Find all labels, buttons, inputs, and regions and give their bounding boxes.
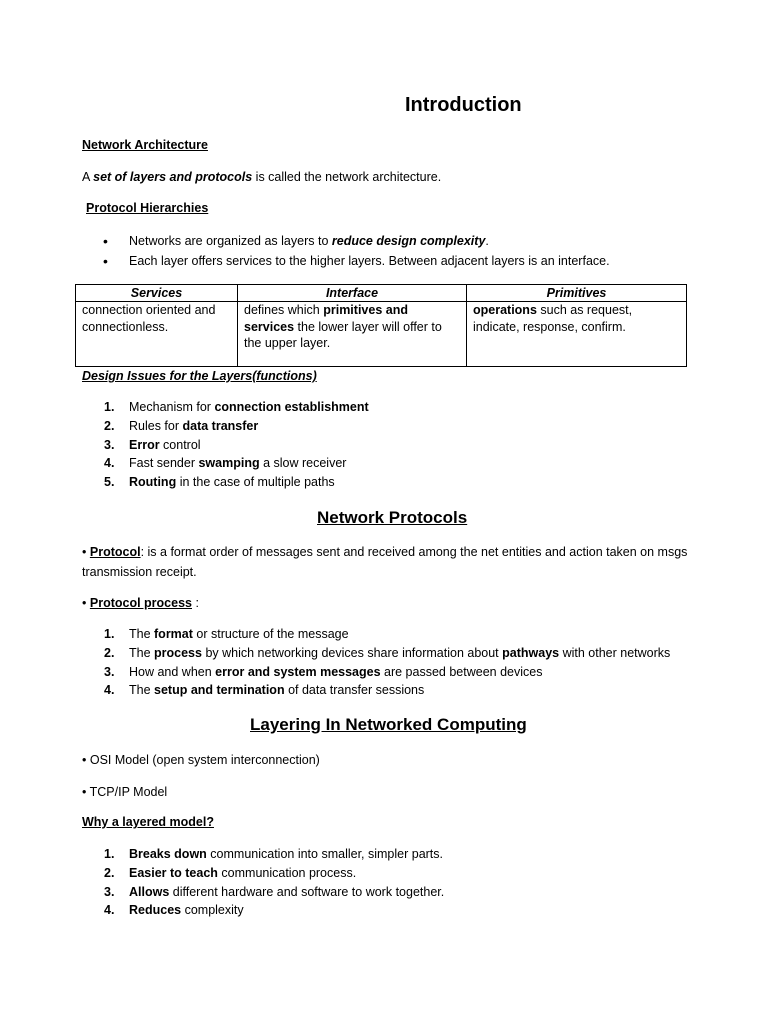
protocol-process-label — [82, 596, 199, 610]
list-item — [103, 251, 610, 271]
list-number: 4. — [104, 683, 115, 698]
table-row — [76, 302, 687, 367]
layering-heading: Layering In Networked Computing — [250, 715, 527, 734]
table-cell-services: connection oriented and connectionless. — [76, 302, 238, 367]
bold-text: data transfer — [182, 418, 259, 433]
list-number: 3. — [104, 884, 115, 899]
emphasis-text: set of layers and protocols — [93, 170, 253, 184]
network-architecture-definition — [82, 170, 441, 184]
list-item — [104, 625, 670, 644]
table-header-row — [76, 285, 687, 302]
bold-text: operations — [473, 303, 537, 317]
text-fragment: is called the network architecture. — [252, 170, 442, 184]
text-fragment: Rules for — [129, 418, 183, 433]
list-number: 4. — [104, 456, 115, 471]
protocol-hierarchies-heading: Protocol Hierarchies — [86, 201, 209, 215]
table-header: Interface — [238, 285, 467, 302]
network-architecture-heading: Network Architecture — [82, 138, 208, 152]
table-header: Services — [76, 285, 238, 302]
osi-model-item: • OSI Model (open system interconnection) — [82, 753, 320, 767]
text-fragment: Fast sender — [129, 456, 199, 471]
text-fragment: : is a format order of messages sent and received among the net entities and action taken on msgs — [140, 545, 688, 559]
text-fragment: a slow receiver — [259, 456, 347, 471]
design-issues-heading: Design Issues for the Layers(functions) — [82, 369, 317, 383]
design-issues-list — [104, 398, 369, 492]
text-fragment: different hardware and software to work together. — [169, 884, 445, 899]
bold-text: swamping — [198, 456, 260, 471]
why-layered-heading: Why a layered model? — [82, 815, 214, 829]
list-item — [104, 473, 369, 492]
protocol-term: Protocol — [89, 545, 141, 559]
text-fragment: are passed between devices — [380, 664, 543, 679]
text-fragment: Mechanism for — [129, 400, 215, 414]
text-fragment: The — [129, 645, 155, 660]
list-number: 3. — [104, 437, 115, 452]
text-fragment: in the case of multiple paths — [176, 475, 335, 490]
bold-text: Error — [129, 437, 160, 452]
text-fragment: . — [485, 234, 489, 248]
bold-text: format — [154, 627, 193, 641]
list-item — [104, 644, 670, 663]
protocol-process-list — [104, 625, 670, 700]
list-item — [104, 883, 444, 902]
text-fragment: The — [129, 627, 155, 641]
bold-text: primitives and services — [244, 303, 408, 334]
bold-text: setup and termination — [154, 683, 285, 698]
list-item — [104, 436, 369, 455]
table-cell-interface — [238, 302, 467, 367]
emphasis-text: reduce design complexity — [331, 234, 486, 248]
list-number: 2. — [104, 418, 115, 433]
list-item — [104, 681, 670, 700]
services-table — [75, 284, 687, 367]
protocol-definition-line1 — [82, 545, 687, 559]
protocol-process-term: Protocol process — [89, 596, 192, 610]
list-item — [103, 231, 610, 251]
table-cell-primitives — [467, 302, 687, 367]
text-fragment: complexity — [181, 903, 244, 918]
text-fragment: of data transfer sessions — [284, 683, 425, 698]
text-fragment: : — [192, 596, 199, 610]
text-fragment: defines which — [244, 303, 324, 317]
list-item — [104, 454, 369, 473]
layered-model-reasons-list — [104, 845, 444, 920]
list-number: 5. — [104, 475, 115, 490]
bold-text: Reduces — [129, 903, 182, 918]
bold-text: error and system messages — [215, 664, 381, 679]
text-fragment: the lower layer will offer to the upper layer. — [244, 319, 442, 350]
list-number: 1. — [104, 627, 115, 641]
protocol-hierarchies-list — [103, 231, 610, 271]
table-header: Primitives — [467, 285, 687, 302]
bold-text: connection establishment — [214, 400, 369, 414]
text-fragment: control — [159, 437, 201, 452]
text-fragment: communication process. — [217, 865, 357, 880]
text-fragment: The — [129, 683, 155, 698]
bold-text: pathways — [502, 645, 560, 660]
list-item — [104, 398, 369, 417]
bullet-glyph: • — [82, 545, 87, 559]
text-fragment: such as request, indicate, response, confirm. — [473, 303, 633, 334]
list-item — [104, 845, 444, 864]
text-fragment: Each layer offers services to the higher layers. Between adjacent layers is an interface. — [129, 254, 610, 268]
protocol-definition-line2: transmission receipt. — [82, 565, 197, 579]
bullet-glyph: • — [82, 596, 87, 610]
bold-text: Easier to teach — [129, 865, 218, 880]
text-fragment: Networks are organized as layers to — [129, 234, 332, 248]
list-number: 1. — [104, 400, 115, 414]
tcpip-model-item: • TCP/IP Model — [82, 785, 168, 799]
text-fragment: How and when — [129, 664, 216, 679]
list-item — [104, 417, 369, 436]
text-fragment: or structure of the message — [192, 627, 349, 641]
bold-text: Routing — [129, 475, 177, 490]
list-item — [104, 864, 444, 883]
text-fragment: with other networks — [559, 645, 671, 660]
list-item — [104, 663, 670, 682]
list-number: 4. — [104, 903, 115, 918]
list-item — [104, 901, 444, 920]
text-fragment: A — [82, 170, 94, 184]
network-protocols-heading: Network Protocols — [317, 508, 468, 527]
text-fragment: communication into smaller, simpler parts. — [206, 847, 444, 861]
list-number: 3. — [104, 664, 115, 679]
text-fragment: by which networking devices share information about — [201, 645, 503, 660]
bold-text: Breaks down — [129, 847, 207, 861]
list-number: 2. — [104, 645, 115, 660]
list-number: 2. — [104, 865, 115, 880]
bold-text: process — [154, 645, 202, 660]
list-number: 1. — [104, 847, 115, 861]
page-title: Introduction — [405, 94, 522, 116]
bold-text: Allows — [129, 884, 170, 899]
